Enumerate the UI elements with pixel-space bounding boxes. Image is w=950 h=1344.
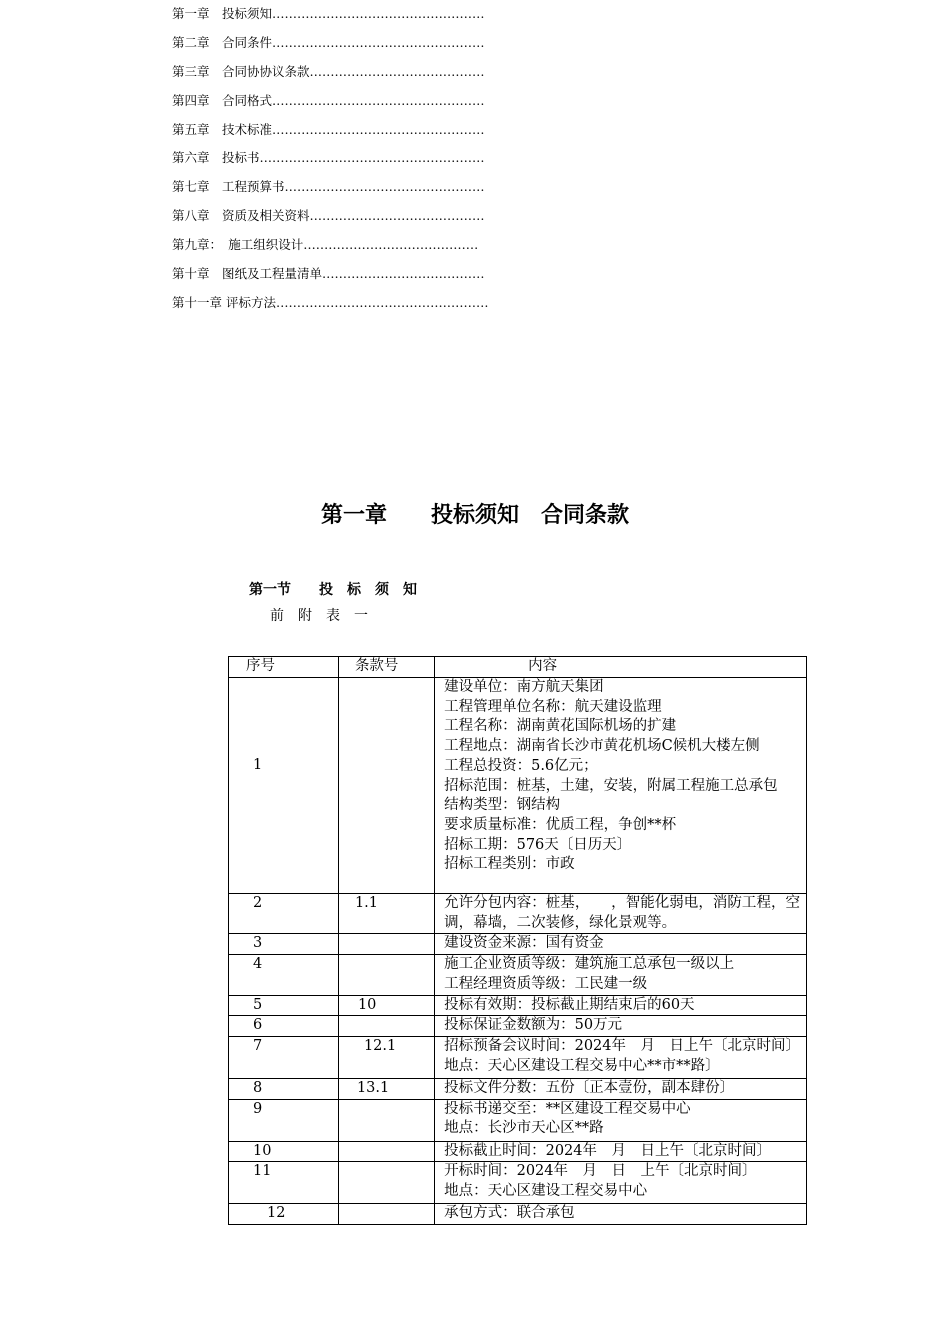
header-number: 序号: [229, 657, 339, 678]
content-line: 招标预备会议时间：2024年 月 日上午〔北京时间〕: [444, 1037, 800, 1054]
content-line: 工程总投资：5.6亿元；: [444, 757, 598, 774]
table-row: [229, 1162, 807, 1204]
header-content: 内容: [435, 657, 807, 678]
row-clause: [338, 1141, 434, 1162]
content-line: 投标有效期：投标截止期结束后的60天: [444, 996, 695, 1013]
row-number: 12: [229, 1204, 339, 1225]
row-clause: [338, 955, 434, 995]
table-header-row: [229, 657, 807, 678]
content-line: 投标截止时间：2024年 月 日上午〔北京时间〕: [444, 1142, 771, 1159]
content-line: 工程地点：湖南省长沙市黄花机场C候机大楼左侧: [444, 738, 760, 755]
row-content: [435, 995, 807, 1016]
toc-item: 第一章 投标须知……………………………………………: [172, 6, 485, 21]
content-line: 工程管理单位名称：航天建设监理: [444, 698, 662, 715]
content-line: 施工企业资质等级：建筑施工总承包一级以上: [444, 956, 735, 973]
row-number: 7: [229, 1036, 339, 1078]
content-line: 招标工期：576天〔日历天〕: [444, 836, 632, 853]
row-clause: [338, 678, 434, 894]
content-line: 结构类型：钢结构: [444, 797, 561, 814]
table-of-contents: [172, 4, 572, 322]
table-row: [229, 894, 807, 934]
row-content: [435, 1099, 807, 1141]
row-content: [435, 1141, 807, 1162]
row-clause: 13.1: [338, 1078, 434, 1099]
content-line: 地点：长沙市天心区**路: [444, 1120, 604, 1137]
row-content: [435, 678, 807, 894]
content-line: 工程名称：湖南黄花国际机场的扩建: [444, 718, 677, 735]
toc-item: 第八章 资质及相关资料……………………………………: [172, 208, 485, 224]
toc-item: 第七章 工程预算书…………………………………………: [172, 179, 485, 195]
row-content: [435, 894, 807, 934]
table-row: [229, 1016, 807, 1037]
row-clause: [338, 1016, 434, 1037]
row-clause: [338, 934, 434, 955]
content-line: 投标文件分数：五份〔正本壹份，副本肆份〕: [444, 1079, 735, 1096]
table-row: [229, 1099, 807, 1141]
content-line: 开标时间：2024年 月 日 上午〔北京时间〕: [444, 1163, 757, 1180]
toc-item: 第三章 合同协协议条款……………………………………: [172, 63, 485, 79]
content-line: 投标保证金数额为：50万元: [444, 1017, 623, 1034]
row-content: [435, 934, 807, 955]
row-number: 11: [229, 1162, 339, 1204]
table-row: [229, 934, 807, 955]
row-number: 2: [229, 894, 339, 934]
table-row: [229, 955, 807, 995]
header-clause: 条款号: [338, 657, 434, 678]
row-clause: [338, 1099, 434, 1141]
toc-item: 第五章 技术标准……………………………………………: [172, 121, 485, 137]
content-line: 地点：天心区建设工程交易中心: [444, 1183, 648, 1200]
row-clause: 10: [338, 995, 434, 1016]
content-line: 工程经理资质等级：工民建一级: [444, 975, 648, 992]
row-number: 10: [229, 1141, 339, 1162]
content-line: 建设单位：南方航天集团: [444, 679, 604, 695]
table-row: [229, 1141, 807, 1162]
row-clause: 1.1: [338, 894, 434, 934]
content-line: 投标书递交至：**区建设工程交易中心: [444, 1100, 691, 1117]
toc-item: 第四章 合同格式……………………………………………: [172, 92, 485, 108]
toc-item: 第十章 图纸及工程量清单…………………………………: [172, 266, 485, 282]
row-number: 8: [229, 1078, 339, 1099]
table-row: [229, 1078, 807, 1099]
row-number: 9: [229, 1099, 339, 1141]
content-line: 承包方式：联合承包: [444, 1205, 575, 1222]
bid-notice-table: [228, 656, 807, 1225]
row-clause: [338, 1204, 434, 1225]
row-content: [435, 1016, 807, 1037]
row-content: [435, 955, 807, 995]
row-clause: [338, 1162, 434, 1204]
section-title: 第一节 投 标 须 知: [249, 582, 417, 598]
table-caption: 前 附 表 一: [270, 608, 368, 624]
toc-item: 第二章 合同条件……………………………………………: [172, 34, 485, 50]
row-content: [435, 1204, 807, 1225]
content-line: 要求质量标准：优质工程，争创**杯: [444, 816, 677, 833]
content-line: 允许分包内容：桩基， ，智能化弱电，消防工程，空调，幕墙，二次装修，绿化景观等。: [444, 895, 800, 931]
row-content: [435, 1078, 807, 1099]
row-number: 3: [229, 934, 339, 955]
content-line: 招标工程类别：市政: [444, 856, 575, 873]
toc-item: 第六章 投标书………………………………………………: [172, 150, 485, 166]
table-row: [229, 678, 807, 894]
chapter-title: 第一章 投标须知 合同条款: [320, 502, 629, 528]
row-content: [435, 1162, 807, 1204]
table-row: [229, 1204, 807, 1225]
row-number: 5: [229, 995, 339, 1016]
row-number: 6: [229, 1016, 339, 1037]
content-line: 地点：天心区建设工程交易中心**市**路〕: [444, 1057, 720, 1074]
row-content: [435, 1036, 807, 1078]
table-row: [229, 995, 807, 1016]
row-number: 4: [229, 955, 339, 995]
content-line: 建设资金来源：国有资金: [444, 935, 604, 952]
row-clause: 12.1: [338, 1036, 434, 1078]
row-number: 1: [229, 678, 339, 894]
content-line: 招标范围：桩基，土建，安装，附属工程施工总承包: [444, 777, 778, 794]
table-row: [229, 1036, 807, 1078]
toc-item: 第九章： 施工组织设计……………………………………: [172, 237, 479, 253]
toc-item: 第十一章 评标方法……………………………………………: [172, 294, 489, 310]
